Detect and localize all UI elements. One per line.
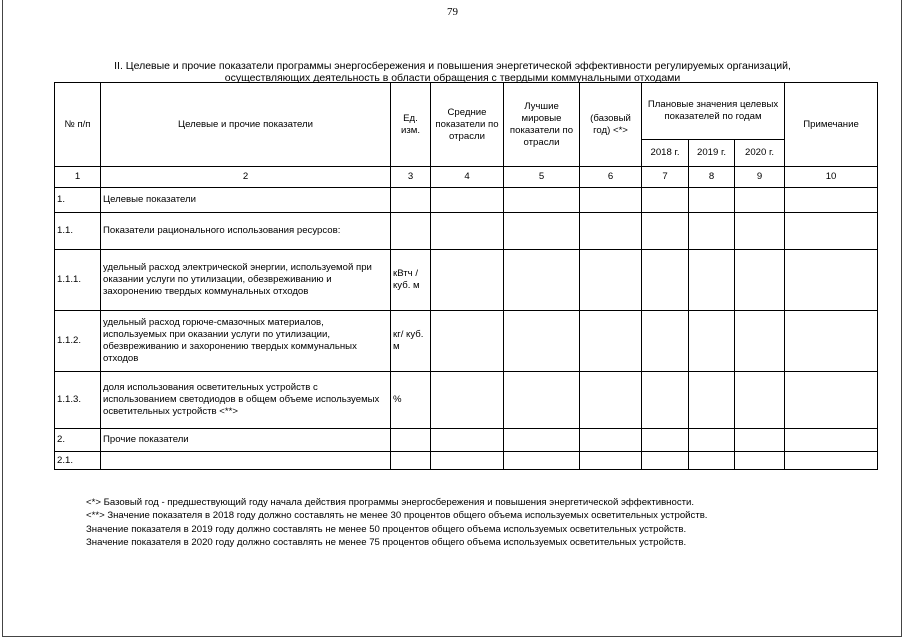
row-unit: [391, 452, 431, 470]
empty-cell: [431, 429, 504, 452]
empty-cell: [785, 250, 878, 311]
header-row-1: [55, 83, 878, 140]
row-unit: %: [391, 372, 431, 429]
row-num: 1.1.3.: [55, 372, 101, 429]
col-number: 3: [391, 167, 431, 188]
page-border-left: [2, 0, 3, 637]
col-number: 10: [785, 167, 878, 188]
empty-cell: [580, 429, 642, 452]
empty-cell: [689, 429, 735, 452]
row-num: 1.1.1.: [55, 250, 101, 311]
col-number: 4: [431, 167, 504, 188]
header-year-2018: 2018 г.: [642, 140, 689, 167]
empty-cell: [689, 372, 735, 429]
column-numbers-row: [55, 167, 878, 188]
empty-cell: [785, 452, 878, 470]
empty-cell: [580, 213, 642, 250]
empty-cell: [785, 372, 878, 429]
empty-cell: [785, 188, 878, 213]
row-name: удельный расход электрической энергии, используемой при оказании услуги по утилизации, обезвреживанию и захоронению твердых коммунальных отходов: [101, 250, 391, 311]
row-name: Показатели рационального использования ресурсов:: [101, 213, 391, 250]
page-number: 79: [447, 6, 458, 18]
table-row: [55, 311, 878, 372]
row-name: [101, 452, 391, 470]
row-name: доля использования осветительных устройств с использованием светодиодов в общем объеме используемых осветительных устройств <**>: [101, 372, 391, 429]
footnote: <*> Базовый год - предшествующий году начала действия программы энергосбережения и повышения энергетической эффективности.: [86, 497, 695, 508]
empty-cell: [431, 311, 504, 372]
header-num: № п/п: [55, 83, 101, 167]
page-border-right: [901, 0, 902, 637]
footnote: Значение показателя в 2020 году должно составлять не менее 75 процентов общего объема используемых осветительных устройств.: [86, 536, 687, 548]
header-best: Лучшие мировые показатели по отрасли: [504, 83, 580, 167]
col-number: 5: [504, 167, 580, 188]
table-row: [55, 372, 878, 429]
col-number: 1: [55, 167, 101, 188]
table-row: [55, 213, 878, 250]
empty-cell: [689, 250, 735, 311]
empty-cell: [504, 213, 580, 250]
table-row: [55, 250, 878, 311]
header-note: Примечание: [785, 83, 878, 167]
row-unit: [391, 213, 431, 250]
header-plan: Плановые значения целевых показателей по годам: [642, 83, 785, 140]
row-unit: кВтч /куб. м: [391, 250, 431, 311]
empty-cell: [735, 429, 785, 452]
header-year-2020: 2020 г.: [735, 140, 785, 167]
row-name: Прочие показатели: [101, 429, 391, 452]
empty-cell: [642, 213, 689, 250]
col-number: 2: [101, 167, 391, 188]
empty-cell: [580, 372, 642, 429]
empty-cell: [504, 188, 580, 213]
row-unit: кг/ куб. м: [391, 311, 431, 372]
header-year-2019: 2019 г.: [689, 140, 735, 167]
header-unit: Ед. изм.: [391, 83, 431, 167]
empty-cell: [580, 188, 642, 213]
empty-cell: [431, 452, 504, 470]
empty-cell: [431, 250, 504, 311]
header-base: (базовый год) <*>: [580, 83, 642, 167]
empty-cell: [580, 452, 642, 470]
empty-cell: [689, 311, 735, 372]
empty-cell: [735, 452, 785, 470]
section-title-line2: осуществляющих деятельность в области обращения с твердыми коммунальными отходами: [224, 72, 681, 84]
page-border-bottom: [2, 636, 902, 637]
table-row: [55, 452, 878, 470]
empty-cell: [580, 250, 642, 311]
row-num: 1.: [55, 188, 101, 213]
empty-cell: [642, 188, 689, 213]
empty-cell: [431, 188, 504, 213]
row-unit: [391, 188, 431, 213]
empty-cell: [504, 452, 580, 470]
empty-cell: [504, 311, 580, 372]
row-name: Целевые показатели: [101, 188, 391, 213]
row-name: удельный расход горюче-смазочных материалов, используемых при оказании услуги по утилизации, обезвреживанию и захоронению твердых коммунальных отходов: [101, 311, 391, 372]
empty-cell: [504, 429, 580, 452]
empty-cell: [785, 429, 878, 452]
row-unit: [391, 429, 431, 452]
header-name: Целевые и прочие показатели: [101, 83, 391, 167]
empty-cell: [735, 188, 785, 213]
section-title: [40, 60, 865, 84]
indicators-table: [54, 82, 878, 470]
empty-cell: [642, 311, 689, 372]
empty-cell: [504, 250, 580, 311]
empty-cell: [735, 250, 785, 311]
section-title-line1: II. Целевые и прочие показатели программы энергосбережения и повышения энергетической эффективности регулируемых организаций,: [114, 60, 791, 72]
empty-cell: [504, 372, 580, 429]
empty-cell: [689, 452, 735, 470]
col-number: 6: [580, 167, 642, 188]
col-number: 8: [689, 167, 735, 188]
footnote: Значение показателя в 2019 году должно составлять не менее 50 процентов общего объема используемых осветительных устройств.: [86, 523, 687, 535]
empty-cell: [689, 213, 735, 250]
footnote: <**> Значение показателя в 2018 году должно составлять не менее 30 процентов общего объема используемых осветительных устройств.: [86, 510, 708, 522]
empty-cell: [689, 188, 735, 213]
empty-cell: [642, 452, 689, 470]
empty-cell: [735, 213, 785, 250]
row-num: 2.1.: [55, 452, 101, 470]
col-number: 9: [735, 167, 785, 188]
empty-cell: [431, 372, 504, 429]
empty-cell: [735, 372, 785, 429]
empty-cell: [785, 213, 878, 250]
col-number: 7: [642, 167, 689, 188]
empty-cell: [735, 311, 785, 372]
empty-cell: [431, 213, 504, 250]
row-num: 1.1.2.: [55, 311, 101, 372]
empty-cell: [785, 311, 878, 372]
empty-cell: [642, 429, 689, 452]
empty-cell: [580, 311, 642, 372]
row-num: 1.1.: [55, 213, 101, 250]
empty-cell: [642, 250, 689, 311]
empty-cell: [642, 372, 689, 429]
header-avg: Средние показатели по отрасли: [431, 83, 504, 167]
table-row: [55, 429, 878, 452]
table-row: [55, 188, 878, 213]
row-num: 2.: [55, 429, 101, 452]
footnotes: [86, 496, 846, 549]
